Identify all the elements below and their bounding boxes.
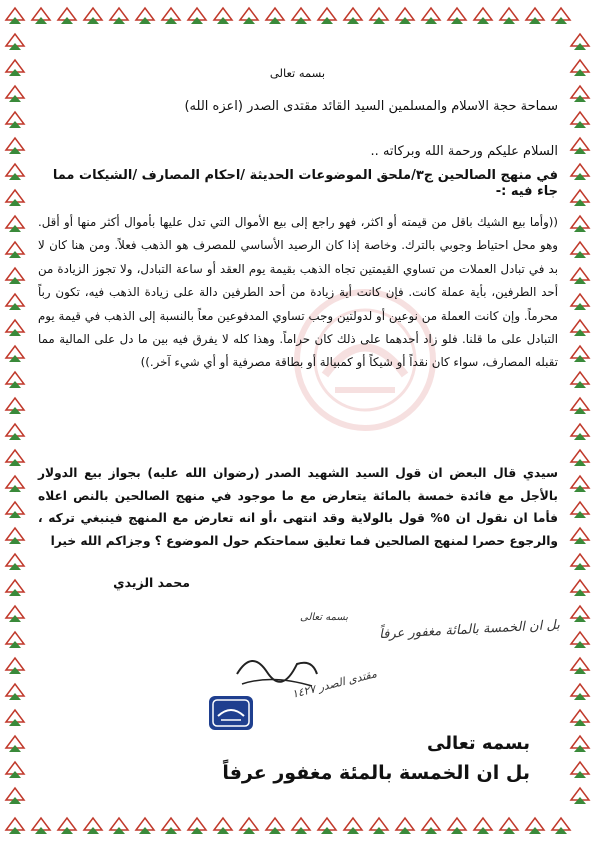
sender-signature: محمد الزيدي [113, 575, 190, 590]
handwritten-basmala: بسمه تعالى [300, 612, 349, 623]
greeting-line: السلام عليكم ورحمة الله وبركاته .. [370, 144, 558, 159]
handwritten-answer: بل ان الخمسة بالمائة مغفور عرفاً [378, 617, 561, 643]
reference-line: في منهج الصالحين ج٣/ملحق الموضوعات الحديثة /احكام المصارف /الشيكات مما جاء فيه :- [52, 168, 558, 199]
basmala-header: بسمه تعالى [269, 66, 326, 80]
printed-basmala: بسمه تعالى [427, 733, 530, 754]
printed-answer: بل ان الخمسة بالمئة مغفور عرفاً [222, 762, 530, 784]
quoted-ruling: ((وأما بيع الشيك باقل من قيمته أو اكثر، فهو راجع إلى بيع الأموال التي تدل عليها بأموال أكثر منها أو أقل. وهو محل احتياط وجوبي بالترك. وخاصة إذا كان الرصيد الأساسي للمصرف هو الذهب فعلاً. ومن هنا كان لا بد في تبادل العملات من تساوي القيمتين تجاه الذهب بقيمة يوم العقد أو ساعة التبادل، ولا تجوز الزيادة من أحد الطرفين، بأية عملة كانت. فإن كانت أية زيادة من أحد الطرفين دالة على زيادة الذهب فيه، تكون رباً محرماً. وإن كانت العملة من نوعين أو لدولتين وجب تساوي المدفوعين معاً بالنسبة إلى الذهب في قيمة يوم التبادل على ما قلنا. فلو زاد أحدهما على ذلك كان حراماً. وهذا كله لا يفرق فيه بين ما دل على المالية مما تقبله المصارف، سواء كان نقداً أو شيكاً أو كمبيالة أو بطاقة مصرفية أو أي شيء آخر.)) [38, 215, 558, 370]
addressee-line: سماحة حجة الاسلام والمسلمين السيد القائد مقتدى الصدر (اعزه الله) [184, 99, 558, 114]
handwritten-date: مقتدى الصدر ١٤٢٧ [290, 667, 379, 701]
official-stamp [206, 688, 256, 738]
question-paragraph: سيدي قال البعض ان قول السيد الشهيد الصدر (رضوان الله عليه) بجواز بيع الدولار بالأجل مع فائدة خمسة بالمائة يتعارض مع ما موجود في منهج الصالحين بالنص اعلاه فأما ان نقول ان ٥% قول بالولاية وقد انتهى ،أو انه تعارض مع المنهج فينبغي تركه ، والرجوع حصرا لمنهج الصالحين فما تعليق سماحتكم حول الموضوع ؟ وجزاكم الله خيرا [38, 466, 559, 548]
